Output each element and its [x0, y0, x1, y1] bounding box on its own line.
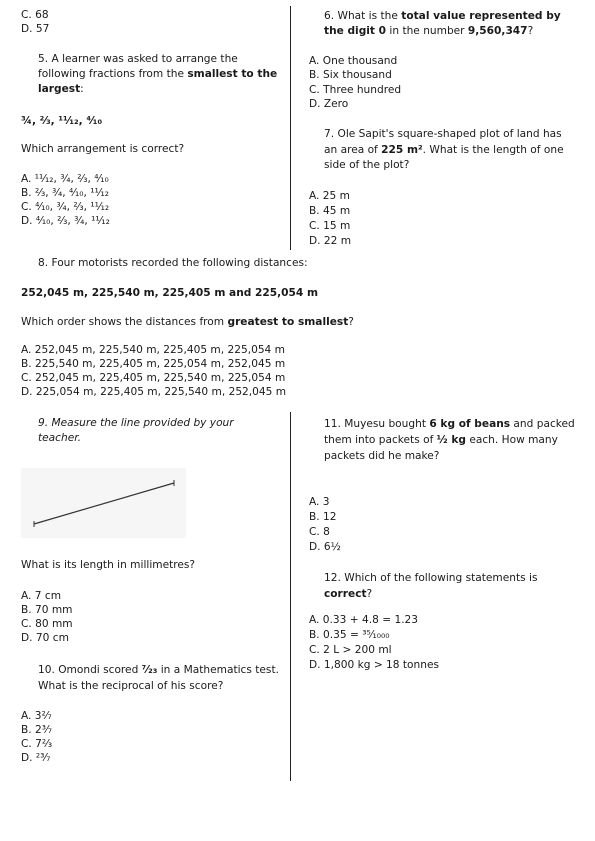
q9-line-figure: [21, 468, 186, 538]
q9-option-a[interactable]: A. 7 cm: [21, 590, 62, 602]
q4-option-d[interactable]: D. 57: [21, 23, 50, 35]
q6-option-b[interactable]: B. Six thousand: [309, 69, 392, 81]
q9-option-d[interactable]: D. 70 cm: [21, 632, 69, 644]
q7-stem: 7. Ole Sapit's square-shaped plot of land has an area of 225 m². What is the length of one side of the plot?: [324, 128, 564, 171]
q9-stem: 9. Measure the line provided by your teacher.: [38, 417, 234, 444]
q8-prompt: Which order shows the distances from greatest to smallest?: [21, 316, 354, 328]
q9-option-c[interactable]: C. 80 mm: [21, 618, 73, 630]
q5-stem: 5. A learner was asked to arrange the following fractions from the smallest to the largest:: [38, 53, 278, 95]
q8-option-b[interactable]: B. 225,540 m, 225,405 m, 225,054 m, 252,045 m: [21, 358, 286, 370]
q5-option-c[interactable]: C. ⁴⁄₁₀, ¾, ⅔, ¹¹⁄₁₂: [21, 201, 110, 213]
q10-option-c[interactable]: C. 7²⁄₃: [21, 738, 53, 750]
q6-option-d[interactable]: D. Zero: [309, 98, 349, 110]
column-divider-bottom: [290, 412, 291, 781]
q9-prompt: What is its length in millimetres?: [21, 559, 196, 571]
q4-option-c[interactable]: C. 68: [21, 9, 49, 21]
q6-stem: 6. What is the total value represented by the digit 0 in the number 9,560,347?: [324, 10, 561, 37]
q8-stem: 8. Four motorists recorded the following distances:: [38, 257, 308, 269]
q11-stem: 11. Muyesu bought 6 kg of beans and packed them into packets of ½ kg each. How many packets did he make?: [324, 418, 575, 462]
q12-option-c[interactable]: C. 2 L > 200 ml: [309, 644, 392, 656]
q7-option-b[interactable]: B. 45 m: [309, 205, 351, 217]
q11-option-d[interactable]: D. 6½: [309, 541, 341, 553]
q12-option-b[interactable]: B. 0.35 = ³⁵⁄₁₀₀₀: [309, 629, 390, 641]
q12-option-a[interactable]: A. 0.33 + 4.8 = 1.23: [309, 614, 419, 626]
q10-option-b[interactable]: B. 2³⁄₇: [21, 724, 53, 736]
q5-option-d[interactable]: D. ⁴⁄₁₀, ⅔, ¾, ¹¹⁄₁₂: [21, 215, 110, 227]
q5-option-a[interactable]: A. ¹¹⁄₁₂, ¾, ⅔, ⁴⁄₁₀: [21, 173, 109, 185]
q11-option-a[interactable]: A. 3: [309, 496, 330, 508]
column-divider-top: [290, 6, 291, 250]
q5-option-b[interactable]: B. ⅔, ¾, ⁴⁄₁₀, ¹¹⁄₁₂: [21, 187, 110, 199]
q6-option-a[interactable]: A. One thousand: [309, 55, 398, 67]
q11-option-c[interactable]: C. 8: [309, 526, 330, 538]
q7-option-d[interactable]: D. 22 m: [309, 235, 352, 247]
q9-option-b[interactable]: B. 70 mm: [21, 604, 73, 616]
q5-prompt: Which arrangement is correct?: [21, 143, 185, 155]
q8-distances: 252,045 m, 225,540 m, 225,405 m and 225,054 m: [21, 287, 318, 299]
q8-option-a[interactable]: A. 252,045 m, 225,540 m, 225,405 m, 225,054 m: [21, 344, 285, 356]
q8-option-c[interactable]: C. 252,045 m, 225,405 m, 225,540 m, 225,054 m: [21, 372, 286, 384]
q7-option-a[interactable]: A. 25 m: [309, 190, 350, 202]
q8-option-d[interactable]: D. 225,054 m, 225,405 m, 225,540 m, 252,045 m: [21, 386, 287, 398]
q10-option-d[interactable]: D. ²³⁄₇: [21, 752, 51, 764]
q6-option-c[interactable]: C. Three hundred: [309, 84, 402, 96]
q5-fractions: ¾, ⅔, ¹¹⁄₁₂, ⁴⁄₁₀: [21, 115, 103, 127]
q7-option-c[interactable]: C. 15 m: [309, 220, 351, 232]
q10-option-a[interactable]: A. 3²⁄₇: [21, 710, 52, 722]
q11-option-b[interactable]: B. 12: [309, 511, 337, 523]
q12-stem: 12. Which of the following statements is correct?: [324, 572, 538, 600]
q10-stem: 10. Omondi scored ⁷⁄₂₃ in a Mathematics test. What is the reciprocal of his score?: [38, 664, 279, 692]
q12-option-d[interactable]: D. 1,800 kg > 18 tonnes: [309, 659, 440, 671]
